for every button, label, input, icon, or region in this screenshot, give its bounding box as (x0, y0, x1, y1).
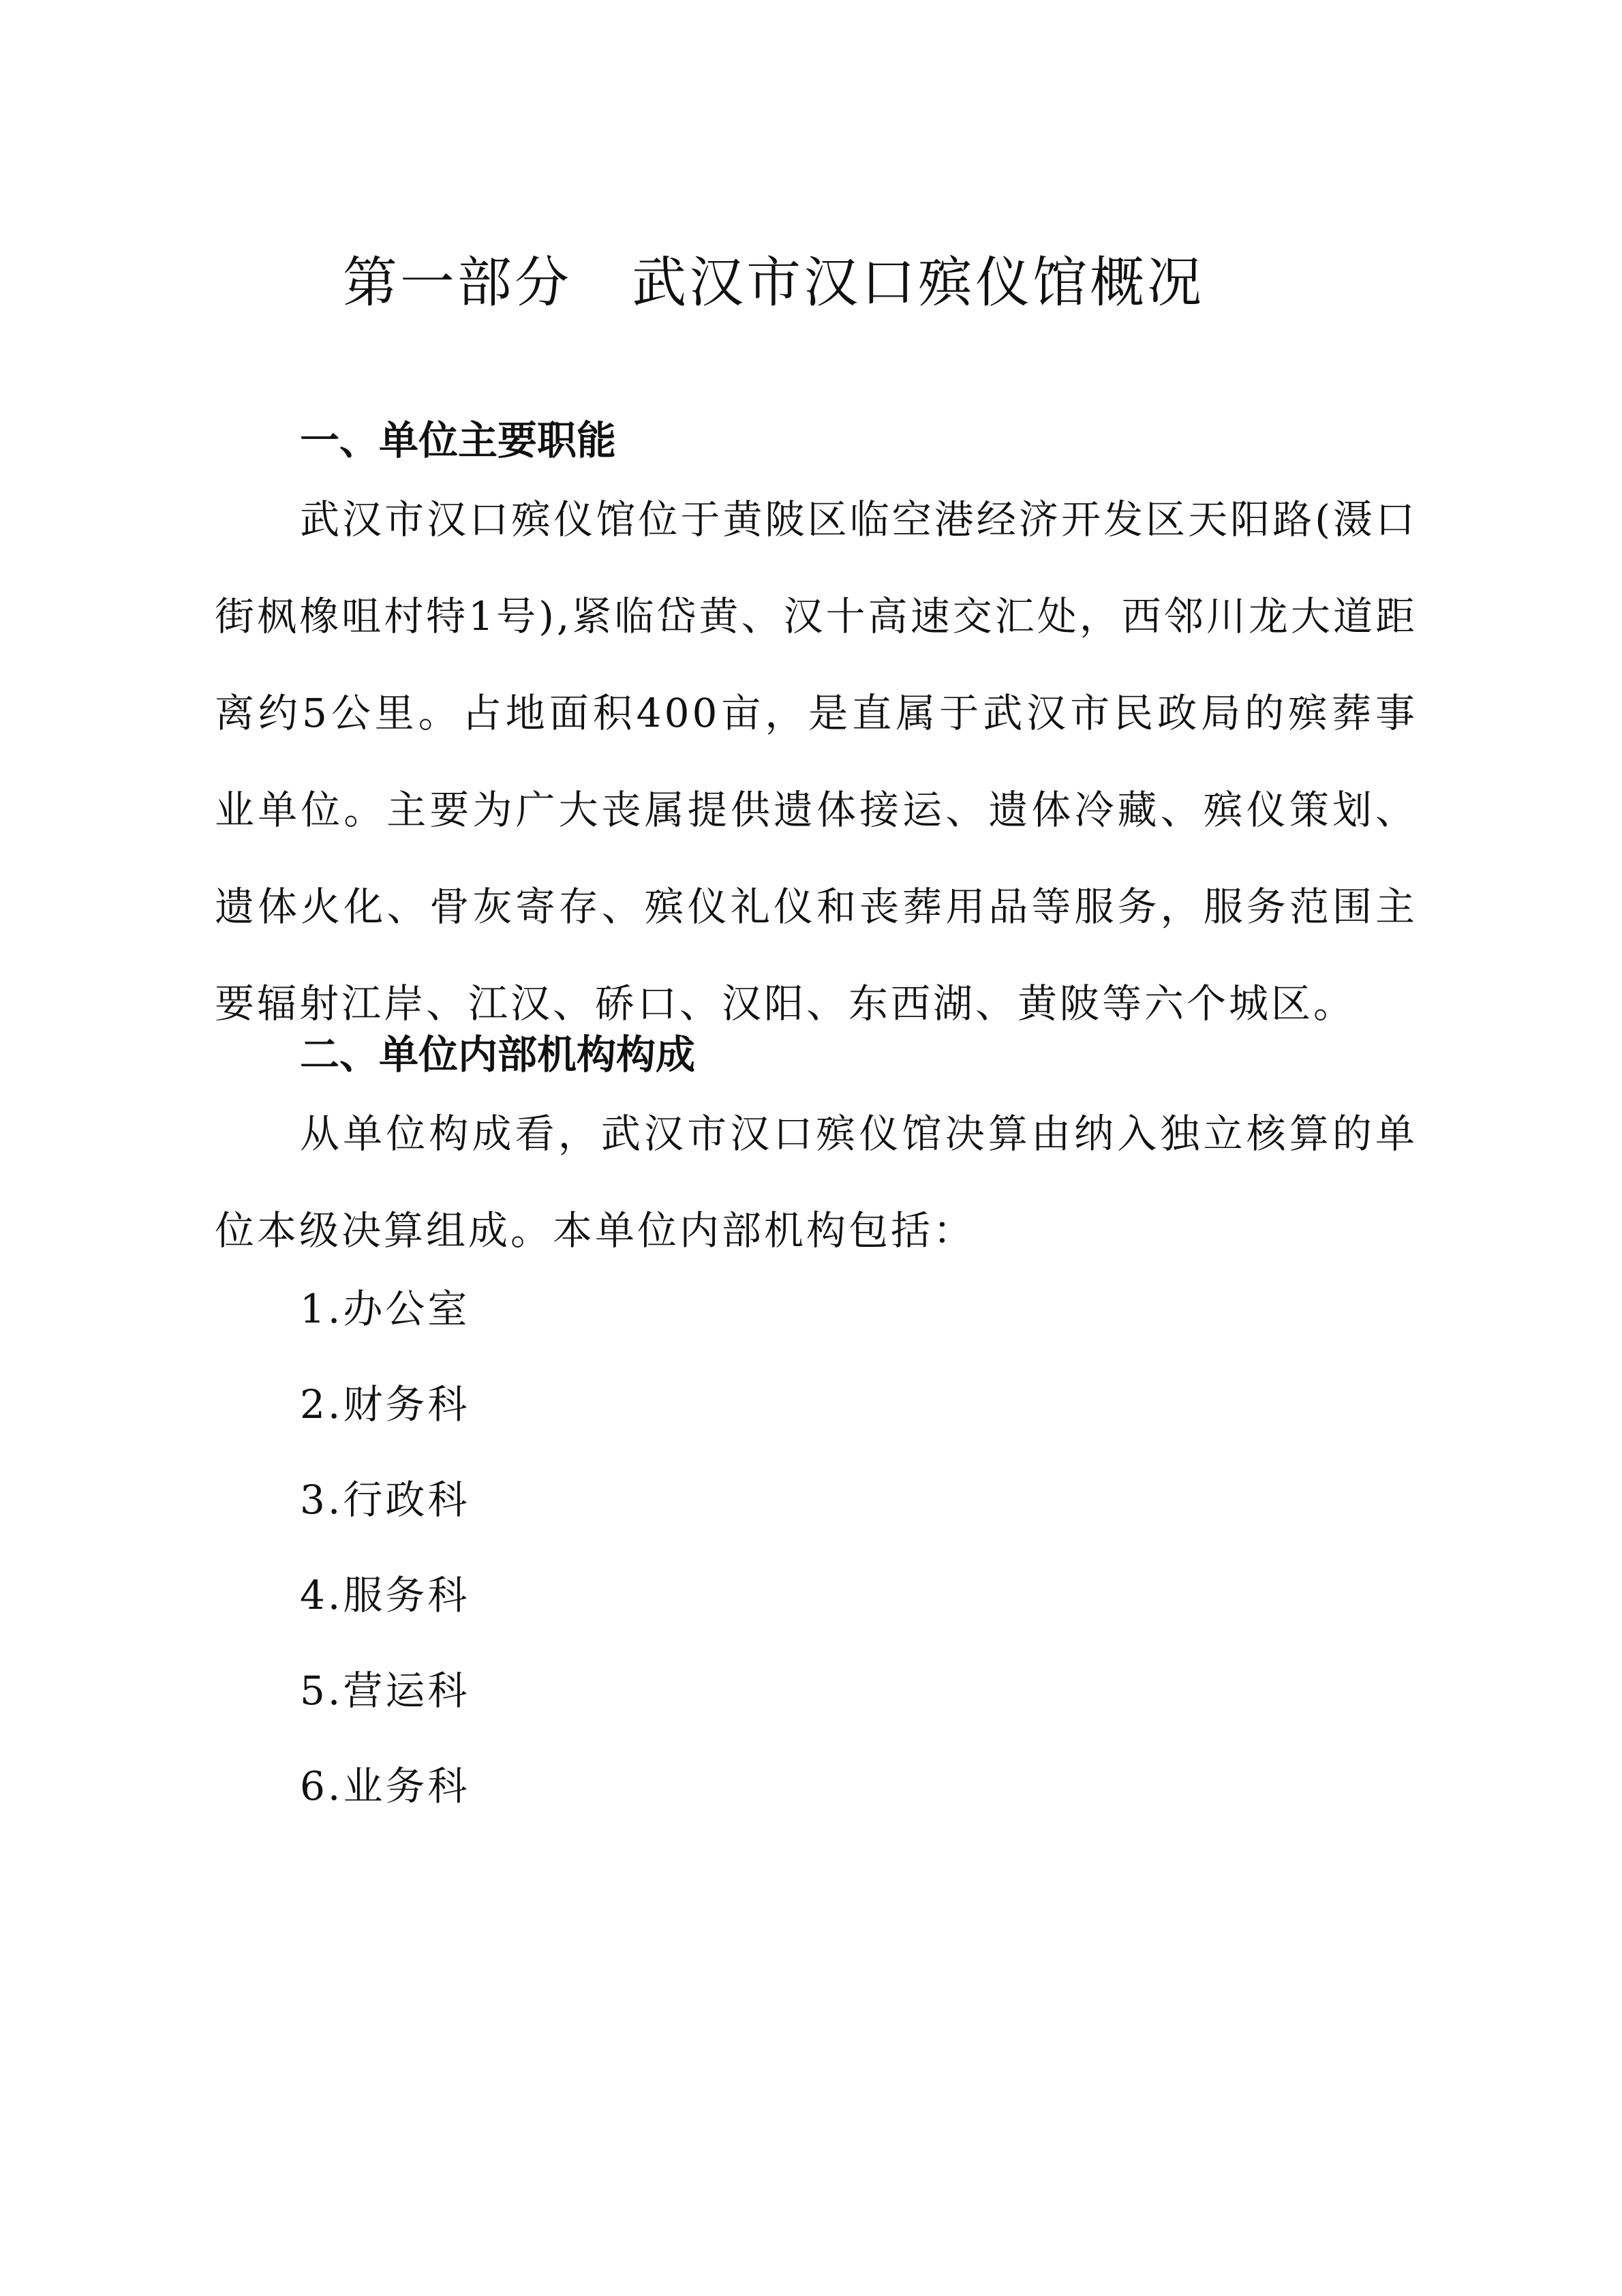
page-title: 第一部分 武汉市汉口殡仪馆概况 (342, 251, 1205, 314)
section-body-functions: 武汉市汉口殡仪馆位于黄陂区临空港经济开发区天阳路(滠口街枫橡咀村特1号),紧临岱黄、汉十高速交汇处，西邻川龙大道距离约5公里。占地面积400亩，是直属于武汉市民政局的殡葬事业单位。主要为广大丧属提供遗体接运、遗体冷藏、殡仪策划、遗体火化、骨灰寄存、殡仪礼仪和丧葬用品等服务，服务范围主要辐射江岸、江汉、硚口、汉阳、东西湖、黄陂等六个城区。 (215, 496, 1418, 1027)
department-item: 1.办公室 (300, 1286, 470, 1332)
department-list (300, 1261, 470, 1834)
section-heading-functions: 一、单位主要职能 (300, 417, 617, 464)
section-heading-structure: 二、单位内部机构构成 (300, 1031, 696, 1078)
department-item: 4.服务科 (300, 1572, 470, 1618)
department-item: 3.行政科 (300, 1477, 470, 1523)
department-item: 6.业务科 (300, 1763, 470, 1809)
department-item: 2.财务科 (300, 1381, 470, 1428)
department-item: 5.营运科 (300, 1667, 470, 1714)
section-body-structure: 从单位构成看，武汉市汉口殡仪馆决算由纳入独立核算的单位本级决算组成。本单位内部机构包括： (215, 1111, 1418, 1254)
